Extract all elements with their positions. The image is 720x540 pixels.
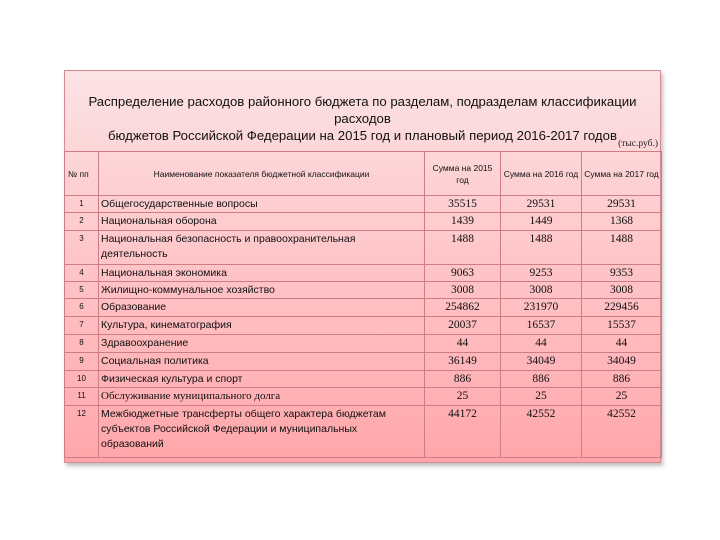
table-row [65,371,662,388]
row-value-2016: 44 [501,335,582,353]
row-name: Национальная безопасность и правоохранительная деятельность [99,231,425,265]
row-num: 4 [65,265,99,282]
table-row [65,231,662,265]
row-value-2015: 254862 [425,299,501,317]
row-value-2017: 15537 [582,317,662,335]
title-line-1: Распределение расходов районного бюджета по разделам, подразделам классификации расходов [88,94,637,126]
row-value-2017: 229456 [582,299,662,317]
row-num: 10 [65,371,99,388]
row-num: 12 [65,406,99,458]
row-num: 3 [65,231,99,265]
table-row [65,282,662,299]
row-name: Национальная экономика [99,265,425,282]
row-value-2015: 35515 [425,196,501,213]
row-name: Культура, кинематография [99,317,425,335]
row-value-2015: 44172 [425,406,501,458]
table-row [65,353,662,371]
row-value-2016: 3008 [501,282,582,299]
budget-table-panel [64,70,661,463]
row-value-2015: 20037 [425,317,501,335]
row-num: 8 [65,335,99,353]
header-name: Наименование показателя бюджетной классификации [99,152,425,196]
row-value-2016: 42552 [501,406,582,458]
row-value-2017: 3008 [582,282,662,299]
row-num: 7 [65,317,99,335]
table-row [65,335,662,353]
header-row [65,152,662,196]
row-value-2017: 44 [582,335,662,353]
row-value-2017: 1488 [582,231,662,265]
row-value-2017: 42552 [582,406,662,458]
row-value-2017: 886 [582,371,662,388]
row-value-2016: 34049 [501,353,582,371]
header-2015: Сумма на 2015 год [425,152,501,196]
table-row [65,317,662,335]
table-row [65,196,662,213]
units-label: (тыс.руб.) [618,139,658,149]
row-name: Социальная политика [99,353,425,371]
row-num: 1 [65,196,99,213]
row-name: Межбюджетные трансферты общего характера бюджетам субъектов Российской Федерации и муниципальных образований [99,406,425,458]
row-value-2015: 44 [425,335,501,353]
row-num: 2 [65,213,99,231]
header-2016: Сумма на 2016 год [501,152,582,196]
row-num: 9 [65,353,99,371]
row-value-2015: 25 [425,388,501,406]
row-num: 6 [65,299,99,317]
row-value-2015: 1439 [425,213,501,231]
header-2017: Сумма на 2017 год [582,152,662,196]
row-value-2017: 29531 [582,196,662,213]
row-value-2017: 34049 [582,353,662,371]
table-row [65,265,662,282]
row-value-2016: 231970 [501,299,582,317]
table-row [65,388,662,406]
header-num: № пп [65,152,99,196]
table-row [65,299,662,317]
row-value-2015: 1488 [425,231,501,265]
row-num: 5 [65,282,99,299]
row-name: Общегосударственные вопросы [99,196,425,213]
row-value-2016: 1449 [501,213,582,231]
row-value-2015: 9063 [425,265,501,282]
table-row [65,406,662,458]
row-name: Жилищно-коммунальное хозяйство [99,282,425,299]
title-line-2: бюджетов Российской Федерации на 2015 год и плановый период 2016-2017 годов [108,128,617,143]
row-name: Обслуживание муниципального долга [99,388,425,406]
row-value-2016: 29531 [501,196,582,213]
table-title [65,93,660,144]
row-value-2017: 25 [582,388,662,406]
row-name: Образование [99,299,425,317]
row-name: Физическая культура и спорт [99,371,425,388]
row-value-2016: 886 [501,371,582,388]
row-name: Здравоохранение [99,335,425,353]
row-value-2015: 3008 [425,282,501,299]
row-value-2015: 886 [425,371,501,388]
row-value-2016: 25 [501,388,582,406]
budget-table [64,151,662,458]
row-value-2017: 9353 [582,265,662,282]
row-value-2015: 36149 [425,353,501,371]
table-row [65,213,662,231]
row-name: Национальная оборона [99,213,425,231]
row-value-2016: 1488 [501,231,582,265]
row-value-2016: 9253 [501,265,582,282]
row-value-2016: 16537 [501,317,582,335]
row-num: 11 [65,388,99,406]
row-value-2017: 1368 [582,213,662,231]
